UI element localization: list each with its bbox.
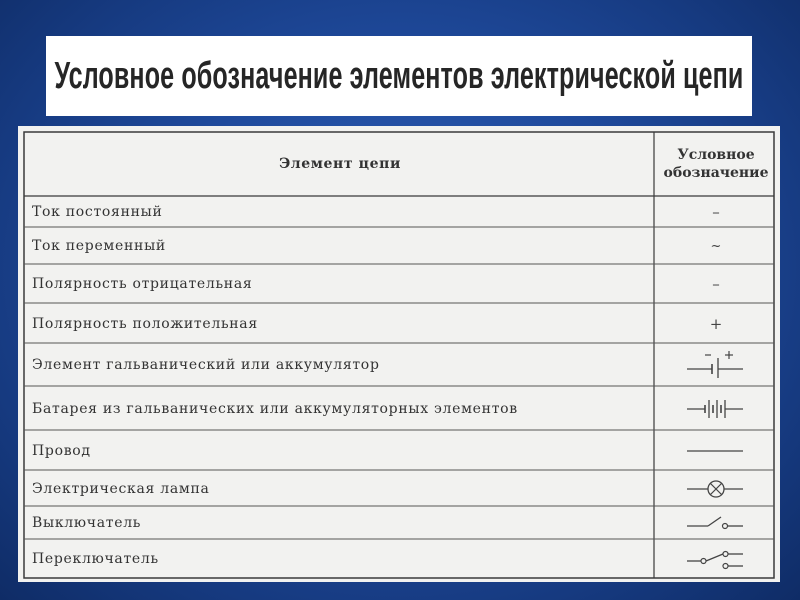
switch-icon [658,507,774,539]
row-name-negative: Полярность отрицательная [32,276,253,292]
symbols-table [18,126,780,582]
lamp-icon [658,471,774,506]
page-title: Условное обозначение элементов электрической цепи [54,54,744,97]
row-name-positive: Полярность положительная [32,315,258,332]
row-name-switch: Выключатель [32,515,142,531]
header-element: Элемент цепи [279,156,401,172]
galvanic-cell-icon [658,344,774,386]
ac-current-icon: ~ [710,238,722,254]
wire-icon [658,431,774,470]
row-name-battery: Батарея из гальванических или аккумуляторных элементов [32,400,518,417]
row-name-ac: Ток переменный [32,238,166,254]
negative-polarity-icon: – [712,275,720,293]
row-name-dc: Ток постоянный [32,204,163,220]
title-panel [46,36,752,116]
row-name-lamp: Электрическая лампа [32,480,210,497]
battery-icon [658,387,774,430]
dc-current-icon: – [712,203,720,221]
row-name-galvanic: Элемент гальванический или аккумулятор [32,357,380,373]
row-name-changeover: Переключатель [32,551,159,567]
header-symbol: Условное обозначение [663,147,769,181]
changeover-switch-icon [658,540,774,578]
positive-polarity-icon: + [709,314,723,333]
row-name-wire: Провод [32,442,91,459]
